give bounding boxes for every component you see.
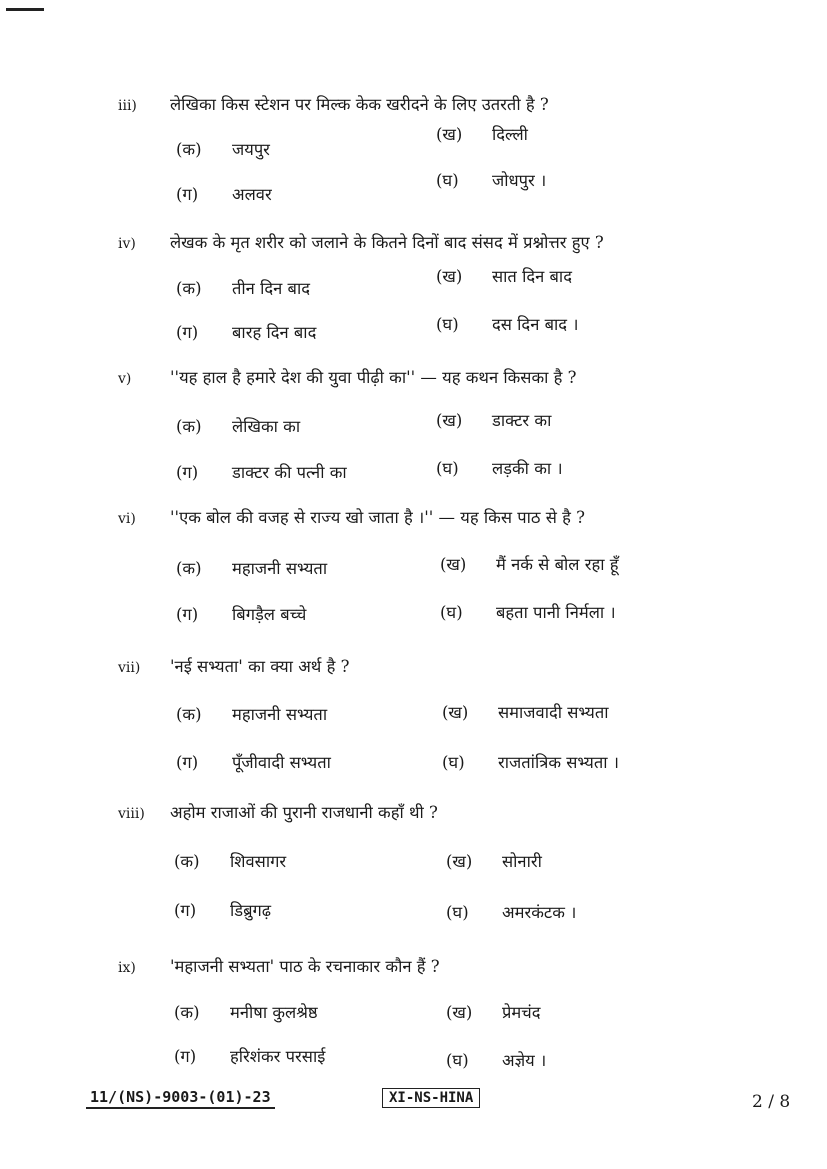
question-text: लेखिका किस स्टेशन पर मिल्क केक खरीदने के लिए उतरती है ? xyxy=(170,95,549,114)
option-key: (ख) xyxy=(436,411,463,430)
option-key: (ख) xyxy=(436,125,463,144)
option-ka xyxy=(176,414,300,437)
option-key: (ग) xyxy=(174,901,197,920)
question-number: vii) xyxy=(118,660,141,676)
option-key: (घ) xyxy=(440,603,463,622)
option-text: डाक्टर की पत्नी का xyxy=(232,463,347,482)
option-kha xyxy=(442,700,609,723)
question-number: viii) xyxy=(118,806,145,822)
question-stem xyxy=(118,505,585,528)
option-text: जोधपुर । xyxy=(492,171,547,190)
option-gha xyxy=(436,456,563,479)
option-gha xyxy=(446,900,576,923)
option-key: (क) xyxy=(176,417,202,436)
option-kha xyxy=(446,849,542,872)
option-text: राजतांत्रिक सभ्यता । xyxy=(498,753,620,772)
option-ka xyxy=(176,276,310,299)
option-key: (घ) xyxy=(436,171,459,190)
question-stem xyxy=(118,654,349,677)
option-text: लड़की का । xyxy=(492,459,563,478)
option-text: अलवर xyxy=(232,185,272,204)
option-ka xyxy=(176,702,327,725)
option-gha xyxy=(436,168,546,191)
question-text: लेखक के मृत शरीर को जलाने के कितने दिनों बाद संसद में प्रश्नोत्तर हुए ? xyxy=(170,233,604,252)
option-text: जयपुर xyxy=(232,140,270,159)
question-stem xyxy=(118,365,577,388)
scan-mark xyxy=(6,8,44,11)
option-key: (ख) xyxy=(446,852,473,871)
option-key: (ग) xyxy=(176,753,199,772)
question-stem xyxy=(118,92,549,115)
option-ka xyxy=(176,137,270,160)
option-ga xyxy=(174,898,271,921)
option-key: (ख) xyxy=(446,1003,473,1022)
option-text: सोनारी xyxy=(502,852,542,871)
option-key: (क) xyxy=(176,140,202,159)
option-ka xyxy=(176,556,327,579)
question-text: ''एक बोल की वजह से राज्य खो जाता है ।'' — यह किस पाठ से है ? xyxy=(170,508,585,527)
option-key: (ग) xyxy=(174,1047,197,1066)
question-stem xyxy=(118,954,440,977)
option-text: अमरकंटक । xyxy=(502,903,577,922)
page-footer xyxy=(0,1088,827,1118)
option-gha xyxy=(436,312,579,335)
option-text: अज्ञेय । xyxy=(502,1051,547,1070)
option-key: (क) xyxy=(176,705,202,724)
option-key: (ख) xyxy=(442,703,469,722)
question-number: ix) xyxy=(118,960,136,976)
question-number: iv) xyxy=(118,236,136,252)
question-text: 'नई सभ्यता' का क्या अर्थ है ? xyxy=(170,657,350,676)
option-key: (क) xyxy=(176,279,202,298)
option-text: शिवसागर xyxy=(230,852,287,871)
option-ga xyxy=(176,182,272,205)
option-key: (ग) xyxy=(176,185,199,204)
option-kha xyxy=(446,1000,541,1023)
option-gha xyxy=(440,600,616,623)
option-key: (घ) xyxy=(436,315,459,334)
option-text: महाजनी सभ्यता xyxy=(232,705,328,724)
option-key: (ग) xyxy=(176,463,199,482)
option-kha xyxy=(436,264,572,287)
option-key: (घ) xyxy=(446,903,469,922)
option-text: डाक्टर का xyxy=(492,411,552,430)
option-key: (घ) xyxy=(446,1051,469,1070)
option-gha xyxy=(446,1048,546,1071)
option-kha xyxy=(440,552,619,575)
option-key: (घ) xyxy=(436,459,459,478)
option-ga xyxy=(176,460,347,483)
option-ga xyxy=(176,602,306,625)
subject-code: XI-NS-HINA xyxy=(382,1088,480,1108)
option-gha xyxy=(442,750,619,773)
paper-code: 11/(NS)-9003-(01)-23 xyxy=(86,1088,275,1109)
option-text: बिगड़ैल बच्चे xyxy=(232,605,307,624)
option-kha xyxy=(436,408,551,431)
option-text: पूँजीवादी सभ्यता xyxy=(232,753,331,772)
option-ga xyxy=(176,750,331,773)
option-text: समाजवादी सभ्यता xyxy=(498,703,609,722)
question-stem xyxy=(118,230,604,253)
option-text: बहता पानी निर्मला । xyxy=(496,603,616,622)
option-key: (ख) xyxy=(440,555,467,574)
option-kha xyxy=(436,122,528,145)
option-text: डिब्रुगढ़ xyxy=(230,901,272,920)
option-text: मैं नर्क से बोल रहा हूँ xyxy=(496,555,619,574)
option-text: सात दिन बाद xyxy=(492,267,572,286)
option-key: (ख) xyxy=(436,267,463,286)
option-key: (ग) xyxy=(176,605,199,624)
option-ka xyxy=(174,849,286,872)
question-stem xyxy=(118,800,438,823)
option-text: मनीषा कुलश्रेष्ठ xyxy=(230,1003,318,1022)
option-ga xyxy=(174,1044,325,1067)
question-text: 'महाजनी सभ्यता' पाठ के रचनाकार कौन हैं ? xyxy=(170,957,440,976)
option-text: महाजनी सभ्यता xyxy=(232,559,328,578)
page-number: 2 / 8 xyxy=(752,1092,791,1112)
question-number: iii) xyxy=(118,98,137,114)
option-text: बारह दिन बाद xyxy=(232,323,317,342)
question-text: अहोम राजाओं की पुरानी राजधानी कहाँ थी ? xyxy=(170,803,438,822)
option-key: (घ) xyxy=(442,753,465,772)
option-text: हरिशंकर परसाई xyxy=(230,1047,326,1066)
question-number: v) xyxy=(118,371,132,387)
option-ga xyxy=(176,320,316,343)
question-number: vi) xyxy=(118,511,136,527)
option-text: दिल्ली xyxy=(492,125,528,144)
option-key: (क) xyxy=(174,852,200,871)
option-text: प्रेमचंद xyxy=(502,1003,541,1022)
question-text: ''यह हाल है हमारे देश की युवा पीढ़ी का'' — यह कथन किसका है ? xyxy=(170,368,577,387)
option-key: (ग) xyxy=(176,323,199,342)
option-text: तीन दिन बाद xyxy=(232,279,310,298)
option-ka xyxy=(174,1000,318,1023)
option-text: दस दिन बाद । xyxy=(492,315,579,334)
option-key: (क) xyxy=(176,559,202,578)
option-key: (क) xyxy=(174,1003,200,1022)
option-text: लेखिका का xyxy=(232,417,301,436)
